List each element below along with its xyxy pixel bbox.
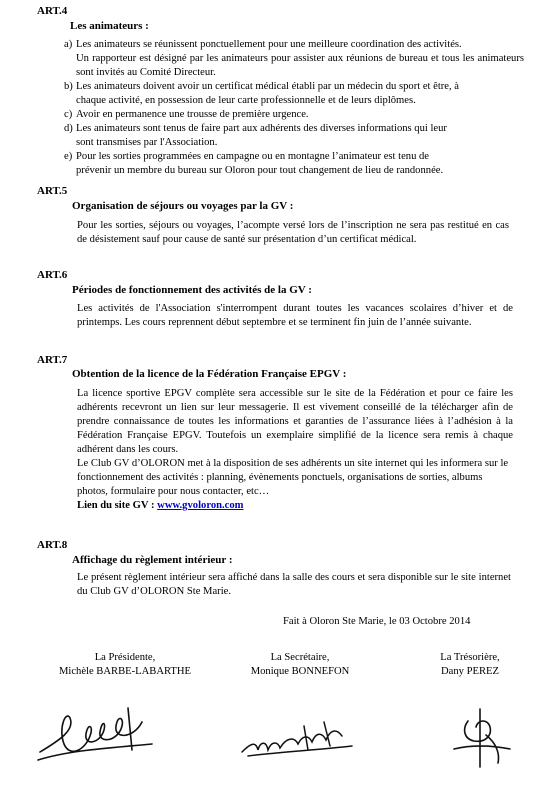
art4-item-b [64, 80, 524, 108]
art7-text-site: Le Club GV d’OLORON met à la disposition de ses adhérents un site internet qui les informera sur le fonctionnement des activités : planning, évènements ponctuels, organisations de sorties, albums photos, formulaire pour nous contacter, etc… [77, 458, 509, 497]
art4-item-d [64, 122, 524, 150]
president-signature-icon [30, 700, 160, 770]
signatory-name: Monique BONNEFON [250, 666, 350, 677]
signatory-role: La Présidente, [94, 652, 156, 663]
art6-text: Les activités de l'Association s'interrompent durant toutes les vacances scolaires d’hiver et de printemps. Les cours reprennent début septembre et se terminent fin juin de l’année suivante. [77, 303, 513, 328]
art6-heading: Périodes de fonctionnement des activités de la GV : [72, 284, 312, 296]
item-line: Les animateurs se réunissent ponctuellement pour une meilleure coordination des activités. [76, 39, 462, 50]
art8-heading: Affichage du règlement intérieur : [72, 554, 233, 566]
item-letter: c) [64, 109, 73, 120]
art7-link-line [77, 499, 517, 513]
signatory-president [50, 651, 200, 679]
art4-item-a [64, 38, 524, 80]
signatory-role: La Secrétaire, [270, 652, 330, 663]
art7-text-licence: La licence sportive EPGV complète sera accessible sur le site de la Fédération et pour ce faire les adhérents recevront un lien sur leur messagerie. Il est vivement conseillé de la télécharger afin de prendre connaissance de toutes les informations et garanties de l’assurance liées à l’adhésion à la Fédération Française EPGV. Toutefois un exemplaire simplifié de la licence sera remis à chaque adhérent dans les cours. [77, 388, 513, 455]
item-continuation: prévenir un membre du bureau sur Oloron pour tout changement de lieu de randonnée. [76, 165, 444, 176]
art5-text: Pour les sorties, séjours ou voyages, l’acompte versé lors de l’inscription ne sera pas restitué en cas de désistement sauf pour cause de santé sur présentation d’un certificat médical. [77, 220, 509, 245]
secretary-signature-icon [238, 712, 358, 767]
art8-label: ART.8 [37, 539, 68, 551]
item-line: Avoir en permanence une trousse de première urgence. [76, 109, 309, 120]
signatory-role: La Trésorière, [440, 652, 500, 663]
art4-item-e [64, 150, 524, 178]
item-letter: d) [64, 123, 73, 134]
art5-heading: Organisation de séjours ou voyages par la GV : [72, 200, 294, 212]
art8-text: Le présent règlement intérieur sera affiché dans la salle des cours et sera disponible sur le site internet du Club GV d’OLORON Ste Marie. [77, 572, 511, 597]
item-continuation: Un rapporteur est désigné par les animateurs pour assister aux réunions de bureau et tous les animateurs sont invités au Comité Directeur. [76, 53, 524, 78]
closing-statement: Fait à Oloron Ste Marie, le 03 Octobre 2014 [283, 616, 471, 627]
item-line: Les animateurs doivent avoir un certificat médical établi par un médecin du sport et être, à [76, 81, 459, 92]
item-letter: a) [64, 39, 73, 50]
item-letter: b) [64, 81, 73, 92]
item-continuation: sont transmises par l'Association. [76, 137, 218, 148]
art7-link-label: Lien du site GV : [77, 500, 155, 511]
art5-label: ART.5 [37, 185, 68, 197]
item-line: Les animateurs sont tenus de faire part aux adhérents des diverses informations qui leur [76, 123, 447, 134]
treasurer-signature-icon [440, 705, 520, 775]
website-link[interactable]: www.gvoloron.com [157, 500, 244, 511]
item-line: Pour les sorties programmées en campagne ou en montagne l’animateur est tenu de [76, 151, 430, 162]
art4-label: ART.4 [37, 5, 68, 17]
art4-item-c [64, 108, 524, 122]
signatory-secretary [225, 651, 375, 679]
art7-heading: Obtention de la licence de la Fédération Française EPGV : [72, 368, 347, 380]
signatory-name: Dany PEREZ [441, 666, 499, 677]
art7-label: ART.7 [37, 354, 68, 366]
signatory-treasurer [410, 651, 530, 679]
item-letter: e) [64, 151, 73, 162]
art6-label: ART.6 [37, 269, 68, 281]
item-continuation: chaque activité, en possession de leur carte professionnelle et de leurs diplômes. [76, 95, 416, 106]
art4-heading: Les animateurs : [70, 20, 149, 32]
signatory-name: Michèle BARBE-LABARTHE [58, 666, 192, 677]
